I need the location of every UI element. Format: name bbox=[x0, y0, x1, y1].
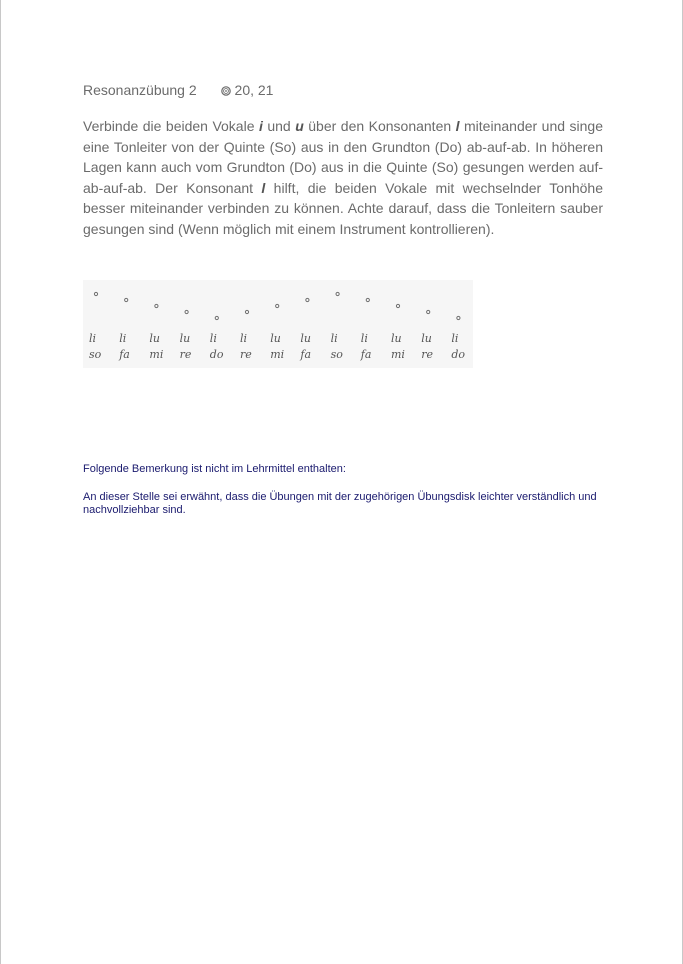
exercise-title: Resonanzübung 2 bbox=[83, 82, 197, 98]
vowel-syllable: lu bbox=[149, 332, 161, 345]
scale-note bbox=[245, 310, 248, 313]
vowel-syllable: li bbox=[119, 332, 127, 345]
solmization-syllable: so bbox=[89, 348, 102, 361]
scale-note bbox=[94, 292, 97, 295]
vowel-syllable: lu bbox=[179, 332, 191, 345]
scale-note bbox=[366, 298, 369, 301]
instruction-text-2: und bbox=[262, 118, 296, 134]
scale-note bbox=[457, 316, 460, 319]
solmization-syllable: re bbox=[179, 348, 192, 361]
remark-section bbox=[83, 463, 613, 518]
instruction-text-3: über den Konsonanten bbox=[303, 118, 456, 134]
instruction-text-4: miteinander und singe eine Tonleiter von der Quinte (So) aus in den Grundton (Do) ab-auf-ab. In höheren Lagen kann auch vom Grundton (Do) aus in die Quinte (So) gesungen werden auf-ab-auf-ab. Der Konsonant bbox=[83, 118, 603, 196]
cd-icon bbox=[221, 86, 231, 96]
scale-note bbox=[336, 292, 339, 295]
solmization-syllable: re bbox=[421, 348, 433, 361]
vowel-syllable: li bbox=[209, 332, 217, 345]
track-numbers: 20, 21 bbox=[234, 82, 274, 98]
solmization-syllable: do bbox=[451, 348, 466, 361]
disc-reference bbox=[221, 82, 274, 98]
scale-note bbox=[185, 310, 188, 313]
exercise-heading bbox=[83, 82, 273, 98]
scale-note bbox=[396, 304, 399, 307]
vowel-syllable: li bbox=[89, 332, 97, 345]
solmization-syllable: mi bbox=[270, 348, 285, 361]
vowel-syllable: lu bbox=[421, 332, 432, 345]
instruction-text-1: Verbinde die beiden Vokale bbox=[83, 118, 259, 134]
instruction-text-5: hilft, die beiden Vokale mit wechselnder Tonhöhe besser miteinander verbinden zu können. Achte darauf, dass die Tonleitern sauber gesungen sind (Wenn möglich mit einem Instrument kontrollieren). bbox=[83, 179, 604, 237]
scale-note bbox=[215, 316, 218, 319]
vowel-syllable: li bbox=[240, 332, 248, 345]
consonant-l: l bbox=[455, 118, 460, 134]
vowel-syllable: lu bbox=[300, 332, 312, 345]
solmization-syllable: mi bbox=[391, 348, 405, 361]
solmization-syllable: fa bbox=[300, 348, 312, 361]
remark-text: An dieser Stelle sei erwähnt, dass die Übungen mit der zugehörigen Übungsdisk leichter verständlich und nachvollziehbar sind. bbox=[83, 490, 597, 516]
solmization-syllable: so bbox=[330, 348, 343, 361]
solmization-syllable: re bbox=[240, 348, 252, 361]
vowel-syllable: li bbox=[330, 332, 338, 345]
vowel-i: i bbox=[258, 118, 263, 134]
scale-note bbox=[276, 304, 279, 307]
solmization-syllable: fa bbox=[119, 348, 130, 361]
solmization-syllable: do bbox=[209, 348, 224, 361]
vowel-syllable: lu bbox=[391, 332, 402, 345]
remark-intro: Folgende Bemerkung ist nicht im Lehrmittel enthalten: bbox=[83, 463, 346, 475]
vowel-syllable: li bbox=[360, 332, 368, 345]
instruction-paragraph bbox=[83, 116, 603, 239]
vowel-syllable: li bbox=[451, 332, 459, 345]
scale-note bbox=[125, 298, 128, 301]
scale-note bbox=[155, 304, 158, 307]
handwritten-scale-notation bbox=[83, 280, 473, 368]
notation-drawing bbox=[83, 280, 473, 368]
scale-note bbox=[306, 298, 309, 301]
scale-note bbox=[427, 310, 430, 313]
consonant-l-2: l bbox=[261, 179, 266, 196]
solmization-syllable: mi bbox=[149, 348, 164, 361]
vowel-u: u bbox=[295, 118, 304, 134]
solmization-syllable: fa bbox=[360, 348, 372, 361]
vowel-syllable: lu bbox=[270, 332, 281, 345]
